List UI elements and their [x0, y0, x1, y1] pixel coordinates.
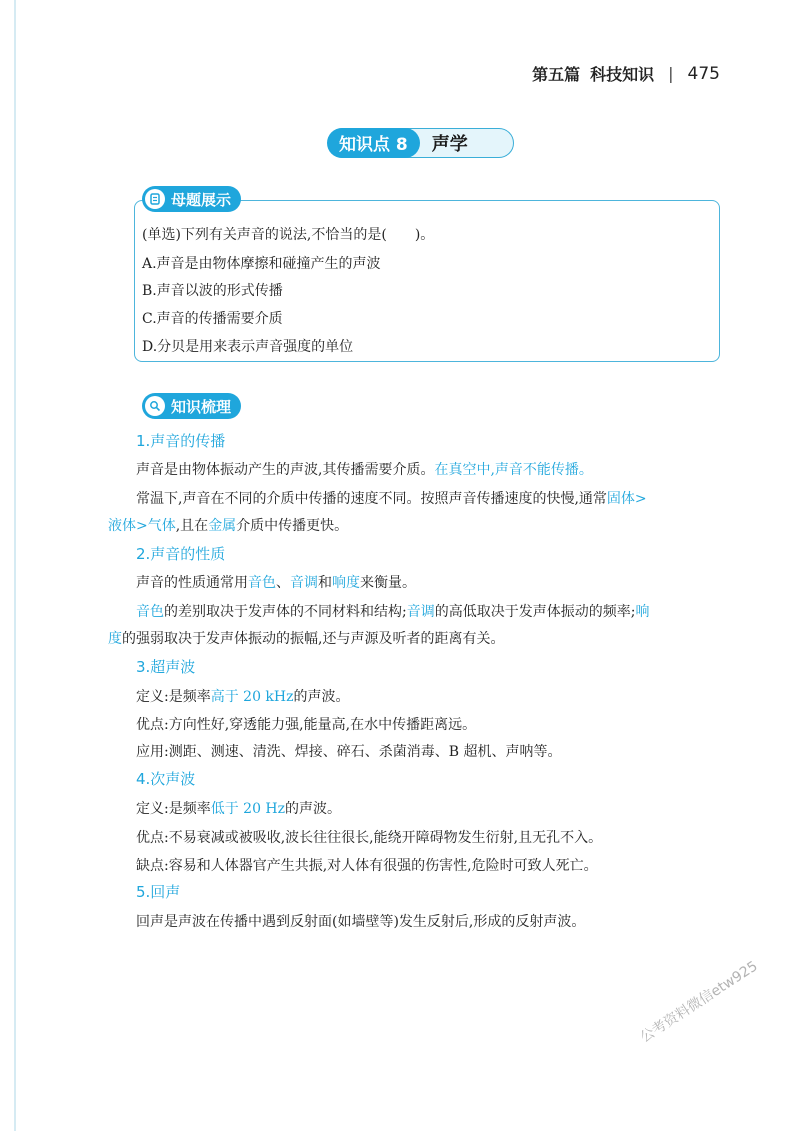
document-icon — [145, 189, 165, 209]
page-number: 475 — [687, 63, 720, 84]
knowledge-review-tag — [142, 393, 241, 419]
section-1-para-2-cont: 液体>气体,且在金属介质中传播更快。 — [108, 518, 349, 534]
section-5-para-1: 回声是声波在传播中遇到反射面(如墙壁等)发生反射后,形成的反射声波。 — [136, 914, 586, 930]
option-a: A.声音是由物体摩擦和碰撞产生的声波 — [142, 256, 381, 272]
section-3-definition: 定义:是频率高于 20 kHz的声波。 — [136, 689, 350, 705]
header-section: 科技知识 — [590, 65, 655, 84]
section-3-applications: 应用:测距、测速、清洗、焊接、碎石、杀菌消毒、B 超机、声呐等。 — [136, 744, 562, 760]
section-2-para-2: 音色的差别取决于发声体的不同材料和结构;音调的高低取决于发声体振动的频率;响 — [136, 604, 650, 620]
section-4-definition: 定义:是频率低于 20 Hz的声波。 — [136, 801, 342, 817]
section-1-para-2: 常温下,声音在不同的介质中传播的速度不同。按照声音传播速度的快慢,通常固体> — [136, 491, 647, 507]
knowledge-point-badge — [328, 128, 514, 158]
knowledge-point-title: 声学 — [431, 134, 468, 155]
watermark: 公考资料微信etw925 — [637, 958, 761, 1046]
question-stem: (单选)下列有关声音的说法,不恰当的是( )。 — [142, 227, 435, 243]
running-header — [532, 62, 720, 85]
option-b: B.声音以波的形式传播 — [142, 283, 283, 299]
knowledge-point-number: 知识点 8 — [327, 128, 420, 158]
section-1-para-1: 声音是由物体振动产生的声波,其传播需要介质。在真空中,声音不能传播。 — [136, 462, 593, 478]
page-edge-rule — [14, 0, 16, 1131]
mother-question-tag-label: 母题展示 — [171, 190, 232, 209]
section-3-advantages: 优点:方向性好,穿透能力强,能量高,在水中传播距离远。 — [136, 717, 477, 733]
section-4-disadvantages: 缺点:容易和人体器官产生共振,对人体有很强的伤害性,危险时可致人死亡。 — [136, 858, 598, 874]
header-part: 第五篇 — [532, 65, 581, 84]
header-separator: | — [668, 64, 674, 83]
section-3-heading: 3.超声波 — [136, 658, 196, 676]
magnifier-icon — [145, 396, 165, 416]
section-5-heading: 5.回声 — [136, 883, 181, 901]
section-4-advantages: 优点:不易衰减或被吸收,波长往往很长,能绕开障碍物发生衍射,且无孔不入。 — [136, 830, 603, 846]
section-2-para-1: 声音的性质通常用音色、音调和响度来衡量。 — [136, 575, 416, 591]
mother-question-tag — [142, 186, 241, 212]
section-2-para-2-cont: 度的强弱取决于发声体振动的振幅,还与声源及听者的距离有关。 — [108, 631, 505, 647]
option-d: D.分贝是用来表示声音强度的单位 — [142, 339, 354, 355]
section-1-heading: 1.声音的传播 — [136, 432, 226, 450]
section-2-heading: 2.声音的性质 — [136, 545, 226, 563]
knowledge-review-tag-label: 知识梳理 — [171, 397, 232, 416]
option-c: C.声音的传播需要介质 — [142, 311, 283, 327]
section-4-heading: 4.次声波 — [136, 770, 196, 788]
